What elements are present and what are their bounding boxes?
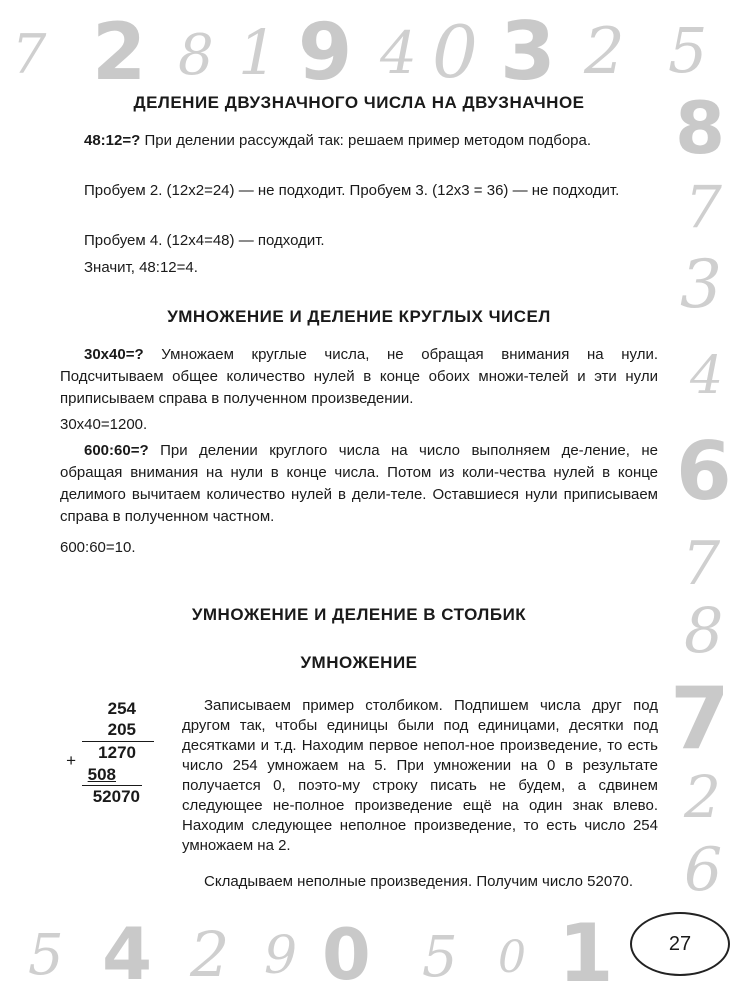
paragraph <box>60 130 658 152</box>
multiplicand: 254 <box>107 699 136 718</box>
decor-digit: 1 <box>238 16 278 89</box>
text: Умножаем круглые числа, не обращая внимания на нули. Подсчитываем общее количество нулей в конце обоих множи-телей и эти нули приписываем справа в полученном произведении. <box>60 346 658 407</box>
paragraph: Пробуем 2. (12x2=24) — не подходит. Пробуем 3. (12x3 = 36) — не подходит. <box>84 182 620 199</box>
decor-digit: 2 <box>584 15 625 89</box>
decor-digit: 2 <box>190 918 230 991</box>
paragraph: 30x40=1200. <box>60 416 148 433</box>
decor-digit: 5 <box>668 14 708 87</box>
explanation-text: Складываем неполные произведения. Получим число 52070. <box>204 873 634 890</box>
decor-digit: 8 <box>684 594 724 667</box>
page-number <box>630 912 730 976</box>
decor-digit: 6 <box>676 425 732 518</box>
page-number-label: 27 <box>668 932 692 955</box>
decor-digit: 0 <box>498 932 526 983</box>
multiplier: 205 <box>107 720 136 739</box>
decor-digit: 2 <box>92 8 147 98</box>
decor-digit: 7 <box>12 23 47 86</box>
decor-digit: 3 <box>680 246 722 323</box>
decor-digit: 0 <box>322 914 371 996</box>
paragraph: Пробуем 4. (12x4=48) — подходит. <box>84 232 325 249</box>
decor-digit: 7 <box>682 529 721 599</box>
paragraph: 600:60=10. <box>60 539 136 556</box>
decor-digit: 8 <box>675 86 726 170</box>
paragraph: Значит, 48:12=4. <box>84 259 198 276</box>
decor-digit: 8 <box>178 23 214 88</box>
example-bold: 30x40=? <box>84 346 144 363</box>
partial-product-2: 508 <box>87 765 116 784</box>
decor-digit: 1 <box>558 907 614 1000</box>
decor-digit: 5 <box>422 925 458 990</box>
explanation-text: Записываем пример столбиком. Подпишем числа друг под другом так, чтобы единицы были под единицами, десятки под десятками и т.д. Находим первое непол-ное произведение, то есть число 254 умножаем на 5. При умножении на 0 в результате получается 0, поэто-му строку писать не будем, а сдвинем следующее не-полное произведение ещё на один знак влево. Находим следующее неполное произведение, то есть число 254 умножаем на 2. <box>182 697 658 854</box>
decor-digit: 6 <box>684 835 723 905</box>
decor-digit: 4 <box>380 19 417 87</box>
decor-digit: 4 <box>690 346 724 406</box>
decor-digit: 7 <box>685 173 722 241</box>
decor-digit: 2 <box>684 763 721 831</box>
section-title-division: ДЕЛЕНИЕ ДВУЗНАЧНОГО ЧИСЛА НА ДВУЗНАЧНОЕ <box>133 93 585 112</box>
section-title-round-numbers: УМНОЖЕНИЕ И ДЕЛЕНИЕ КРУГЛЫХ ЧИСЕЛ <box>167 307 551 326</box>
paragraph <box>60 344 658 410</box>
decor-digit: 0 <box>432 10 478 94</box>
decor-digit: 7 <box>670 669 730 769</box>
product-result: 52070 <box>92 787 140 806</box>
plus-sign: + <box>66 751 76 770</box>
decor-digit: 5 <box>28 923 64 988</box>
decor-digit: 3 <box>500 5 556 98</box>
decor-digit: 9 <box>264 926 298 986</box>
text: При делении рассуждай так: решаем пример методом подбора. <box>140 132 592 149</box>
decor-digit: 9 <box>298 8 353 98</box>
partial-product-1: 1270 <box>98 743 136 762</box>
section-title-column: УМНОЖЕНИЕ И ДЕЛЕНИЕ В СТОЛБИК <box>191 605 527 624</box>
text: При делении круглого числа на число выполняем де-ление, не обращая внимания на нули в конце числа. Потом из коли-чества нулей в конце делимого вычитаем количество нулей в дели-теле. Оставшиеся нули приписываем справа в полученном частном. <box>60 442 658 525</box>
paragraph <box>60 440 658 528</box>
subsection-title-multiplication: УМНОЖЕНИЕ <box>300 653 418 672</box>
decor-digit: 4 <box>102 912 153 996</box>
example-bold: 48:12=? <box>84 132 141 149</box>
example-bold: 600:60=? <box>84 442 149 459</box>
